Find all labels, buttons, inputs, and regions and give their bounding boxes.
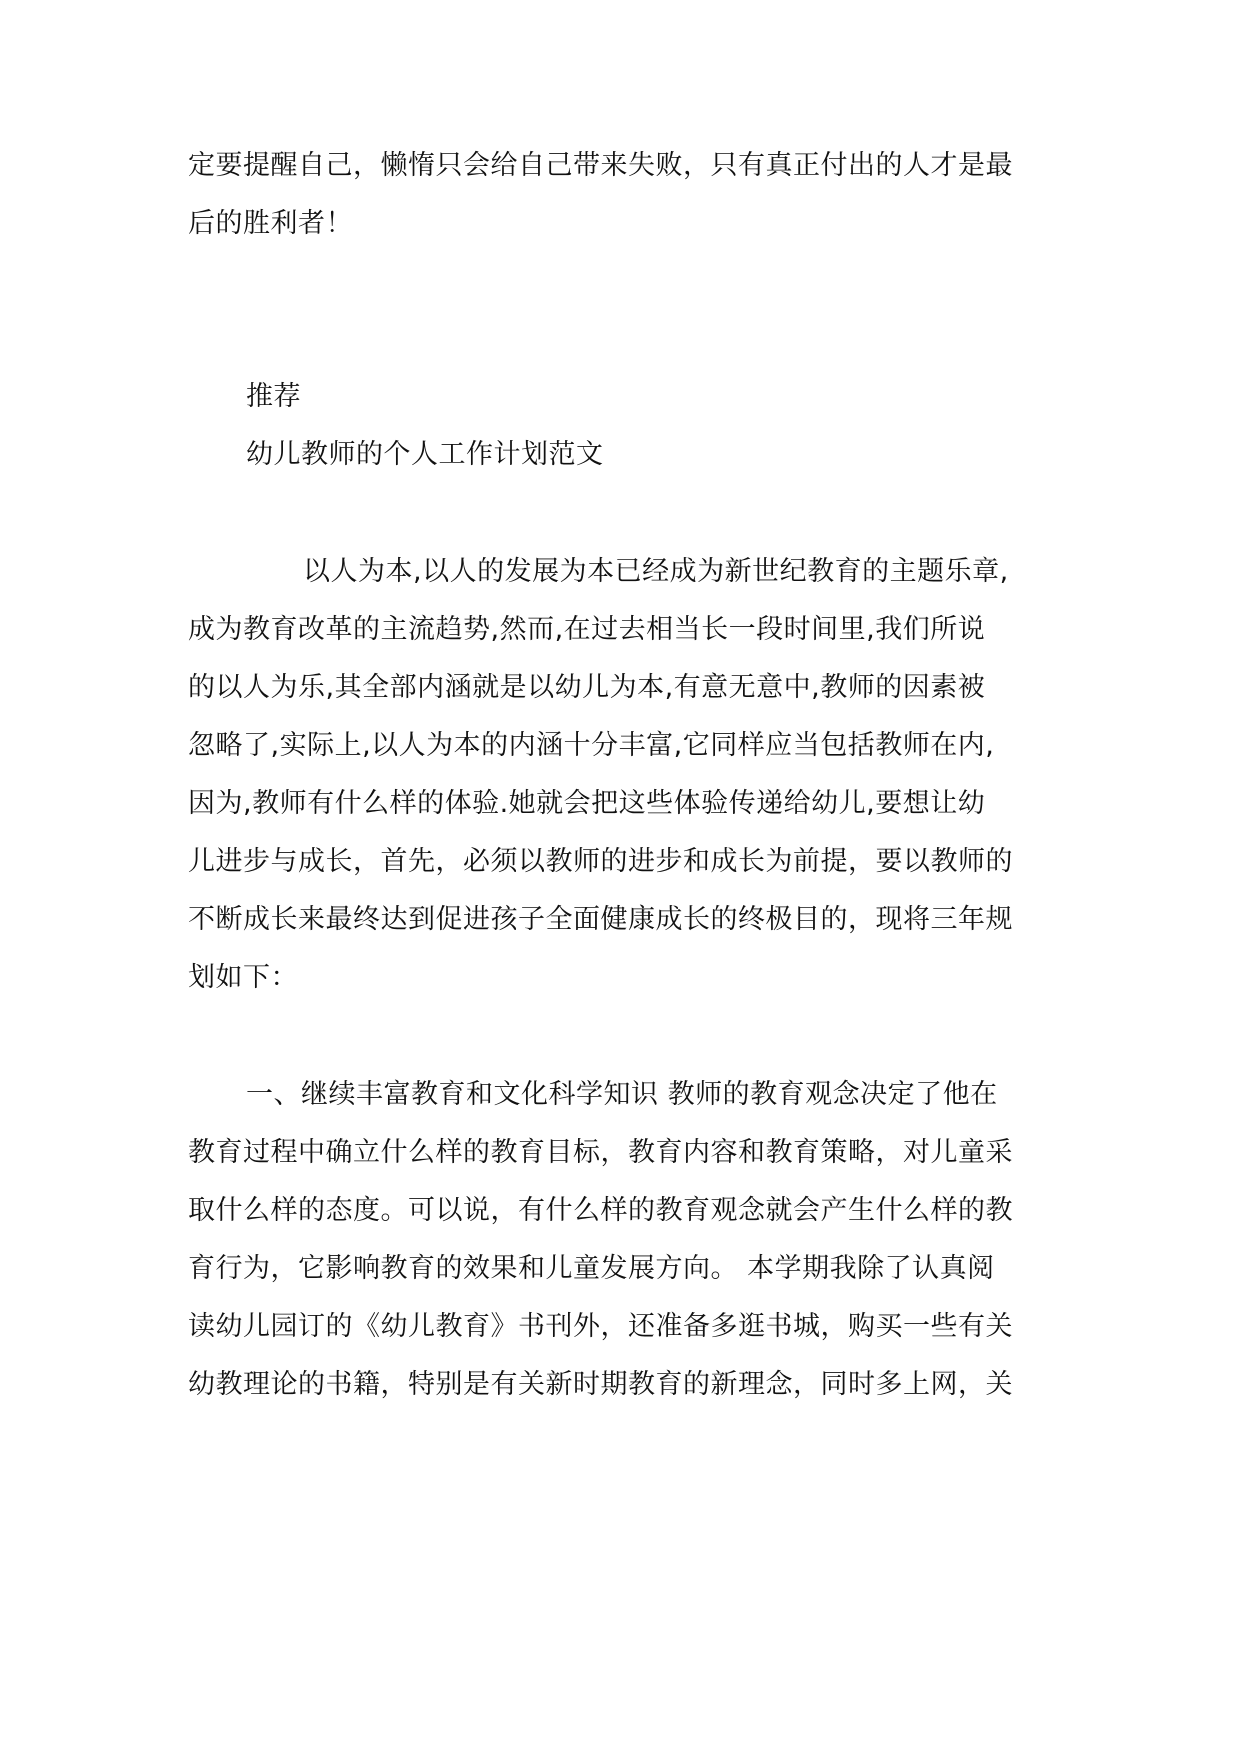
paragraph1-line-6: 儿进步与成长，首先，必须以教师的进步和成长为前提，要以教师的 [188,846,1013,877]
paragraph2-line-6: 幼教理论的书籍，特别是有关新时期教育的新理念，同时多上网，关 [188,1369,1013,1400]
paragraph2-line-5: 读幼儿园订的《幼儿教育》书刊外，还准备多逛书城，购买一些有关 [188,1311,1013,1342]
paragraph1-line-1: 以人为本,以人的发展为本已经成为新世纪教育的主题乐章, [303,556,1009,587]
paragraph2-line-4: 育行为，它影响教育的效果和儿童发展方向。 本学期我除了认真阅 [188,1253,995,1284]
paragraph1-line-3: 的以人为乐,其全部内涵就是以幼儿为本,有意无意中,教师的因素被 [188,672,986,703]
paragraph2-line-3: 取什么样的态度。可以说，有什么样的教育观念就会产生什么样的教 [188,1195,1013,1226]
article-title: 幼儿教师的个人工作计划范文 [246,439,604,470]
paragraph1-line-2: 成为教育改革的主流趋势,然而,在过去相当长一段时间里,我们所说 [188,614,986,645]
paragraph1-line-7: 不断成长来最终达到促进孩子全面健康成长的终极目的，现将三年规 [188,904,1013,935]
recommend-label: 推荐 [246,381,301,412]
paragraph1-line-8: 划如下： [188,962,298,993]
paragraph2-line-2: 教育过程中确立什么样的教育目标，教育内容和教育策略，对儿童采 [188,1137,1013,1168]
intro-line-2: 后的胜利者！ [188,208,353,239]
intro-line-1: 定要提醒自己，懒惰只会给自己带来失败，只有真正付出的人才是最 [188,150,1013,181]
paragraph2-line-1: 一、继续丰富教育和文化科学知识 教师的教育观念决定了他在 [246,1079,998,1110]
paragraph1-line-5: 因为,教师有什么样的体验.她就会把这些体验传递给幼儿,要想让幼 [188,788,986,819]
paragraph1-line-4: 忽略了,实际上,以人为本的内涵十分丰富,它同样应当包括教师在内, [188,730,995,761]
